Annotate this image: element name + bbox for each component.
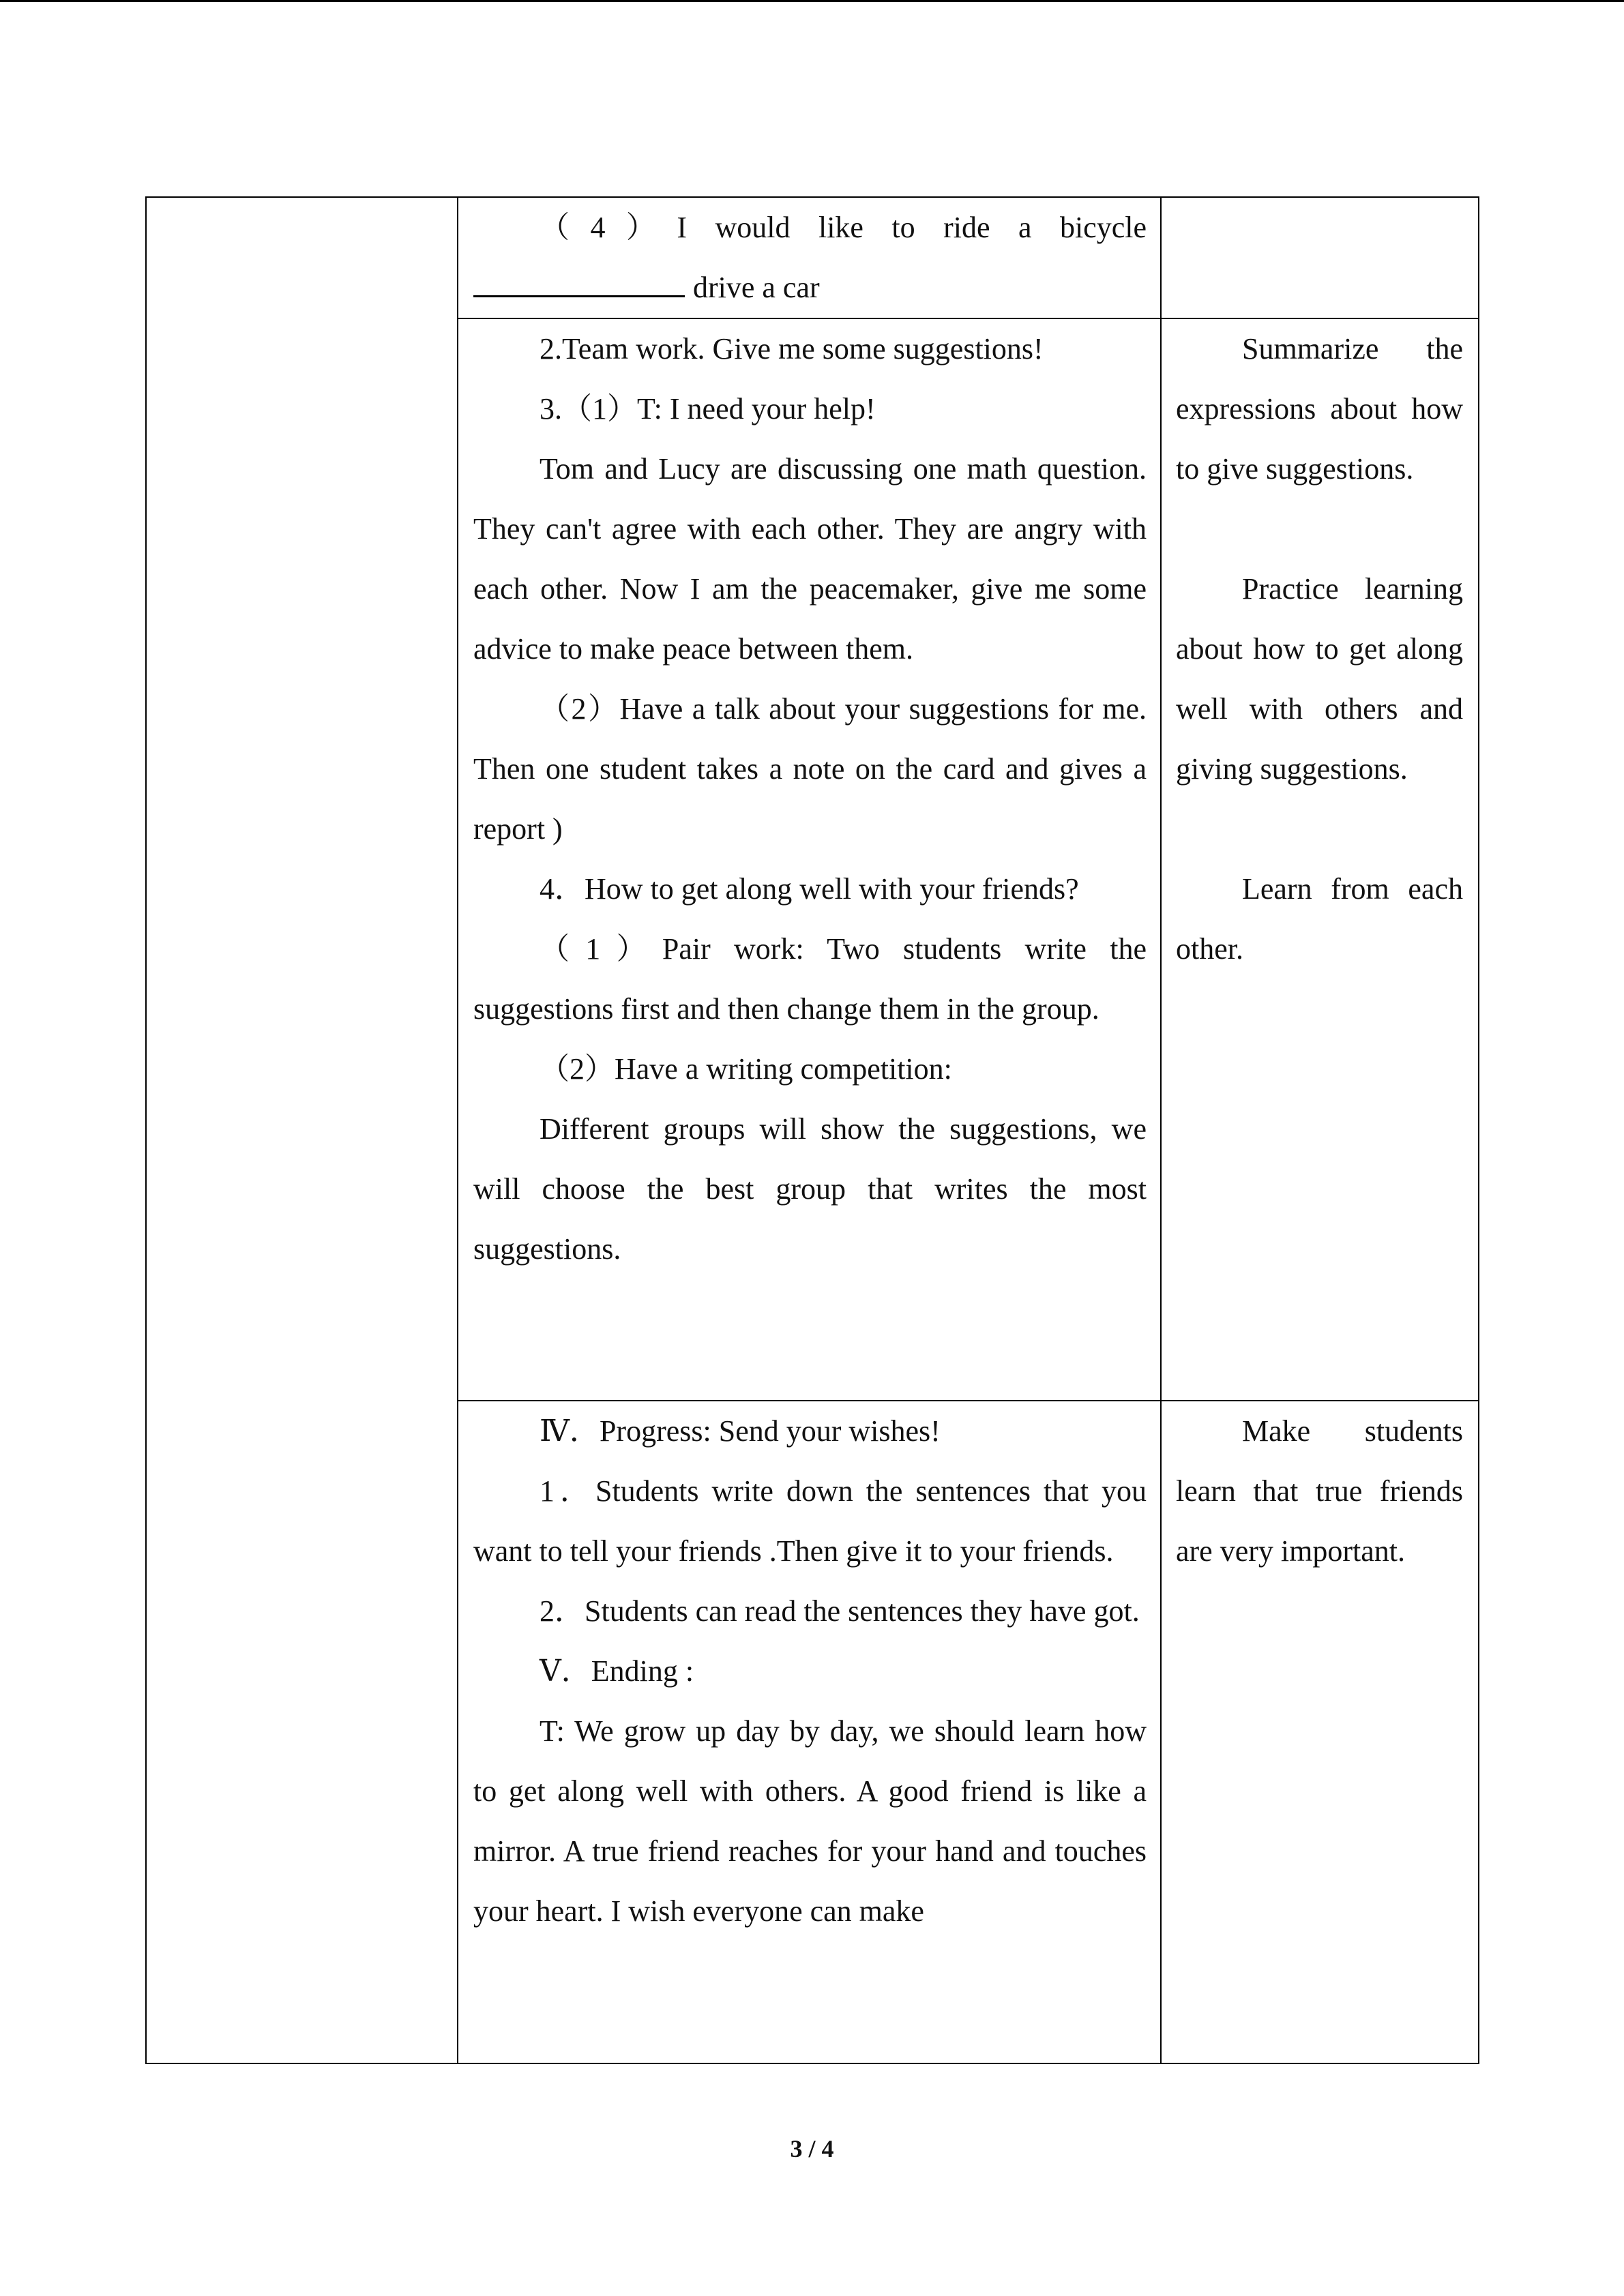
activity-cell [458, 197, 1161, 318]
stage-cell [146, 197, 458, 2063]
activity-text: Tom and Lucy are discussing one math question. They can't agree with each other. They are angry with each other. Now I am the peacemaker, give me some advice to make peace between them. [473, 452, 1147, 666]
table-row [146, 197, 1479, 318]
activity-text: Ⅳ．Progress: Send your wishes! [540, 1414, 941, 1448]
activity-text: 2.Team work. Give me some suggestions! [540, 332, 1044, 366]
activity-text: drive a car [473, 258, 1147, 318]
activity-cell [458, 1401, 1161, 2063]
activity-text: （1）Pair work: Two students write the suggestions first and then change them in the group. [473, 932, 1147, 1026]
activity-text: 4．How to get along well with your friends? [540, 872, 1079, 906]
activity-text: Ⅴ．Ending : [540, 1654, 694, 1688]
activity-text: （2）Have a writing competition: [540, 1052, 952, 1086]
purpose-text: Make students learn that true friends are very important. [1176, 1414, 1463, 1568]
top-border [0, 0, 1624, 2]
activity-text: 3.（1）T: I need your help! [540, 392, 876, 426]
activity-text: （2）Have a talk about your suggestions for me. Then one student takes a note on the card and gives a report ) [473, 692, 1147, 846]
activity-text: T: We grow up day by day, we should learn how to get along well with others. A good friend is like a mirror. A true friend reaches for your hand and touches your heart. I wish everyone can make [473, 1714, 1147, 1928]
page-number: 3 / 4 [790, 2135, 834, 2162]
activity-text: 1．Students write down the sentences that you want to tell your friends .Then give it to your friends. [473, 1474, 1147, 1568]
activity-text: （4）I would like to ride a bicycle [540, 211, 1147, 244]
activity-text: 2．Students can read the sentences they have got. [540, 1594, 1140, 1628]
lesson-table [145, 196, 1479, 2064]
purpose-text: Learn from each other. [1176, 872, 1463, 966]
activity-text: Different groups will show the suggestions, we will choose the best group that writes the most suggestions. [473, 1112, 1147, 1266]
purpose-cell [1161, 1401, 1479, 2063]
activity-cell [458, 318, 1161, 1401]
purpose-cell [1161, 318, 1479, 1401]
fill-blank [473, 273, 685, 297]
purpose-text: Practice learning about how to get along well with others and giving suggestions. [1176, 572, 1463, 786]
purpose-cell [1161, 197, 1479, 318]
purpose-text: Summarize the expressions about how to give suggestions. [1176, 332, 1463, 486]
